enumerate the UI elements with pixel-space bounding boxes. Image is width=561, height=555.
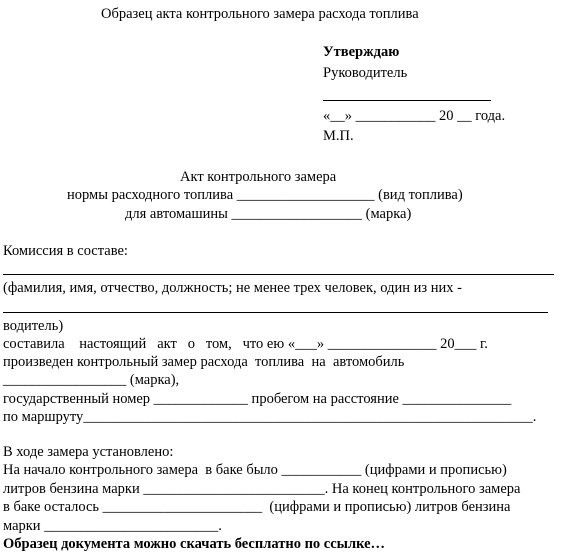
document-title: Образец акта контрольного замера расхода топлива bbox=[101, 6, 419, 22]
signature-line bbox=[323, 100, 491, 101]
approval-position: Руководитель bbox=[323, 65, 408, 81]
plate-mileage-line: государственный номер _____________ пробегом на расстояние _______________ bbox=[3, 391, 512, 407]
commission-note-line-1: (фамилия, имя, отчество, должность; не менее трех человек, один из них - bbox=[3, 280, 462, 296]
start-fuel-line-1: На начало контрольного замера в баке было ___________ (цифрами и прописью) bbox=[3, 462, 507, 478]
measurement-line: произведен контрольный замер расхода топлива на автомобиль bbox=[3, 354, 405, 370]
act-title: Акт контрольного замера bbox=[180, 169, 337, 185]
approval-heading: Утверждаю bbox=[323, 44, 400, 60]
commission-note-line-2: водитель) bbox=[3, 318, 64, 334]
start-fuel-line-2: литров бензина марки _________________________. На конец контрольного замера bbox=[3, 481, 521, 497]
act-vehicle-line: для автомашины __________________ (марка) bbox=[125, 206, 412, 222]
act-fuel-line: нормы расходного топлива ___________________ (вид топлива) bbox=[67, 187, 463, 203]
end-fuel-line-1: в баке осталось ______________________ (цифрами и прописью) литров бензина bbox=[3, 499, 511, 515]
commission-names-line bbox=[3, 274, 554, 275]
commission-extra-line bbox=[3, 312, 548, 313]
vehicle-brand-line: _________________ (марка), bbox=[3, 372, 180, 388]
download-link[interactable]: Образец документа можно скачать бесплатно по ссылке… bbox=[3, 536, 386, 552]
end-fuel-line-2: марки ________________________. bbox=[3, 518, 222, 534]
composed-line: составила настоящий акт о том, что ею «___» _______________ 20___ г. bbox=[3, 336, 488, 352]
approval-date: «__» ___________ 20 __ года. bbox=[323, 108, 506, 124]
seal-placeholder: М.П. bbox=[323, 128, 354, 144]
findings-heading: В ходе замера установлено: bbox=[3, 444, 174, 460]
commission-label: Комиссия в составе: bbox=[3, 243, 128, 259]
route-line: по маршруту______________________________________________________________. bbox=[3, 409, 537, 425]
